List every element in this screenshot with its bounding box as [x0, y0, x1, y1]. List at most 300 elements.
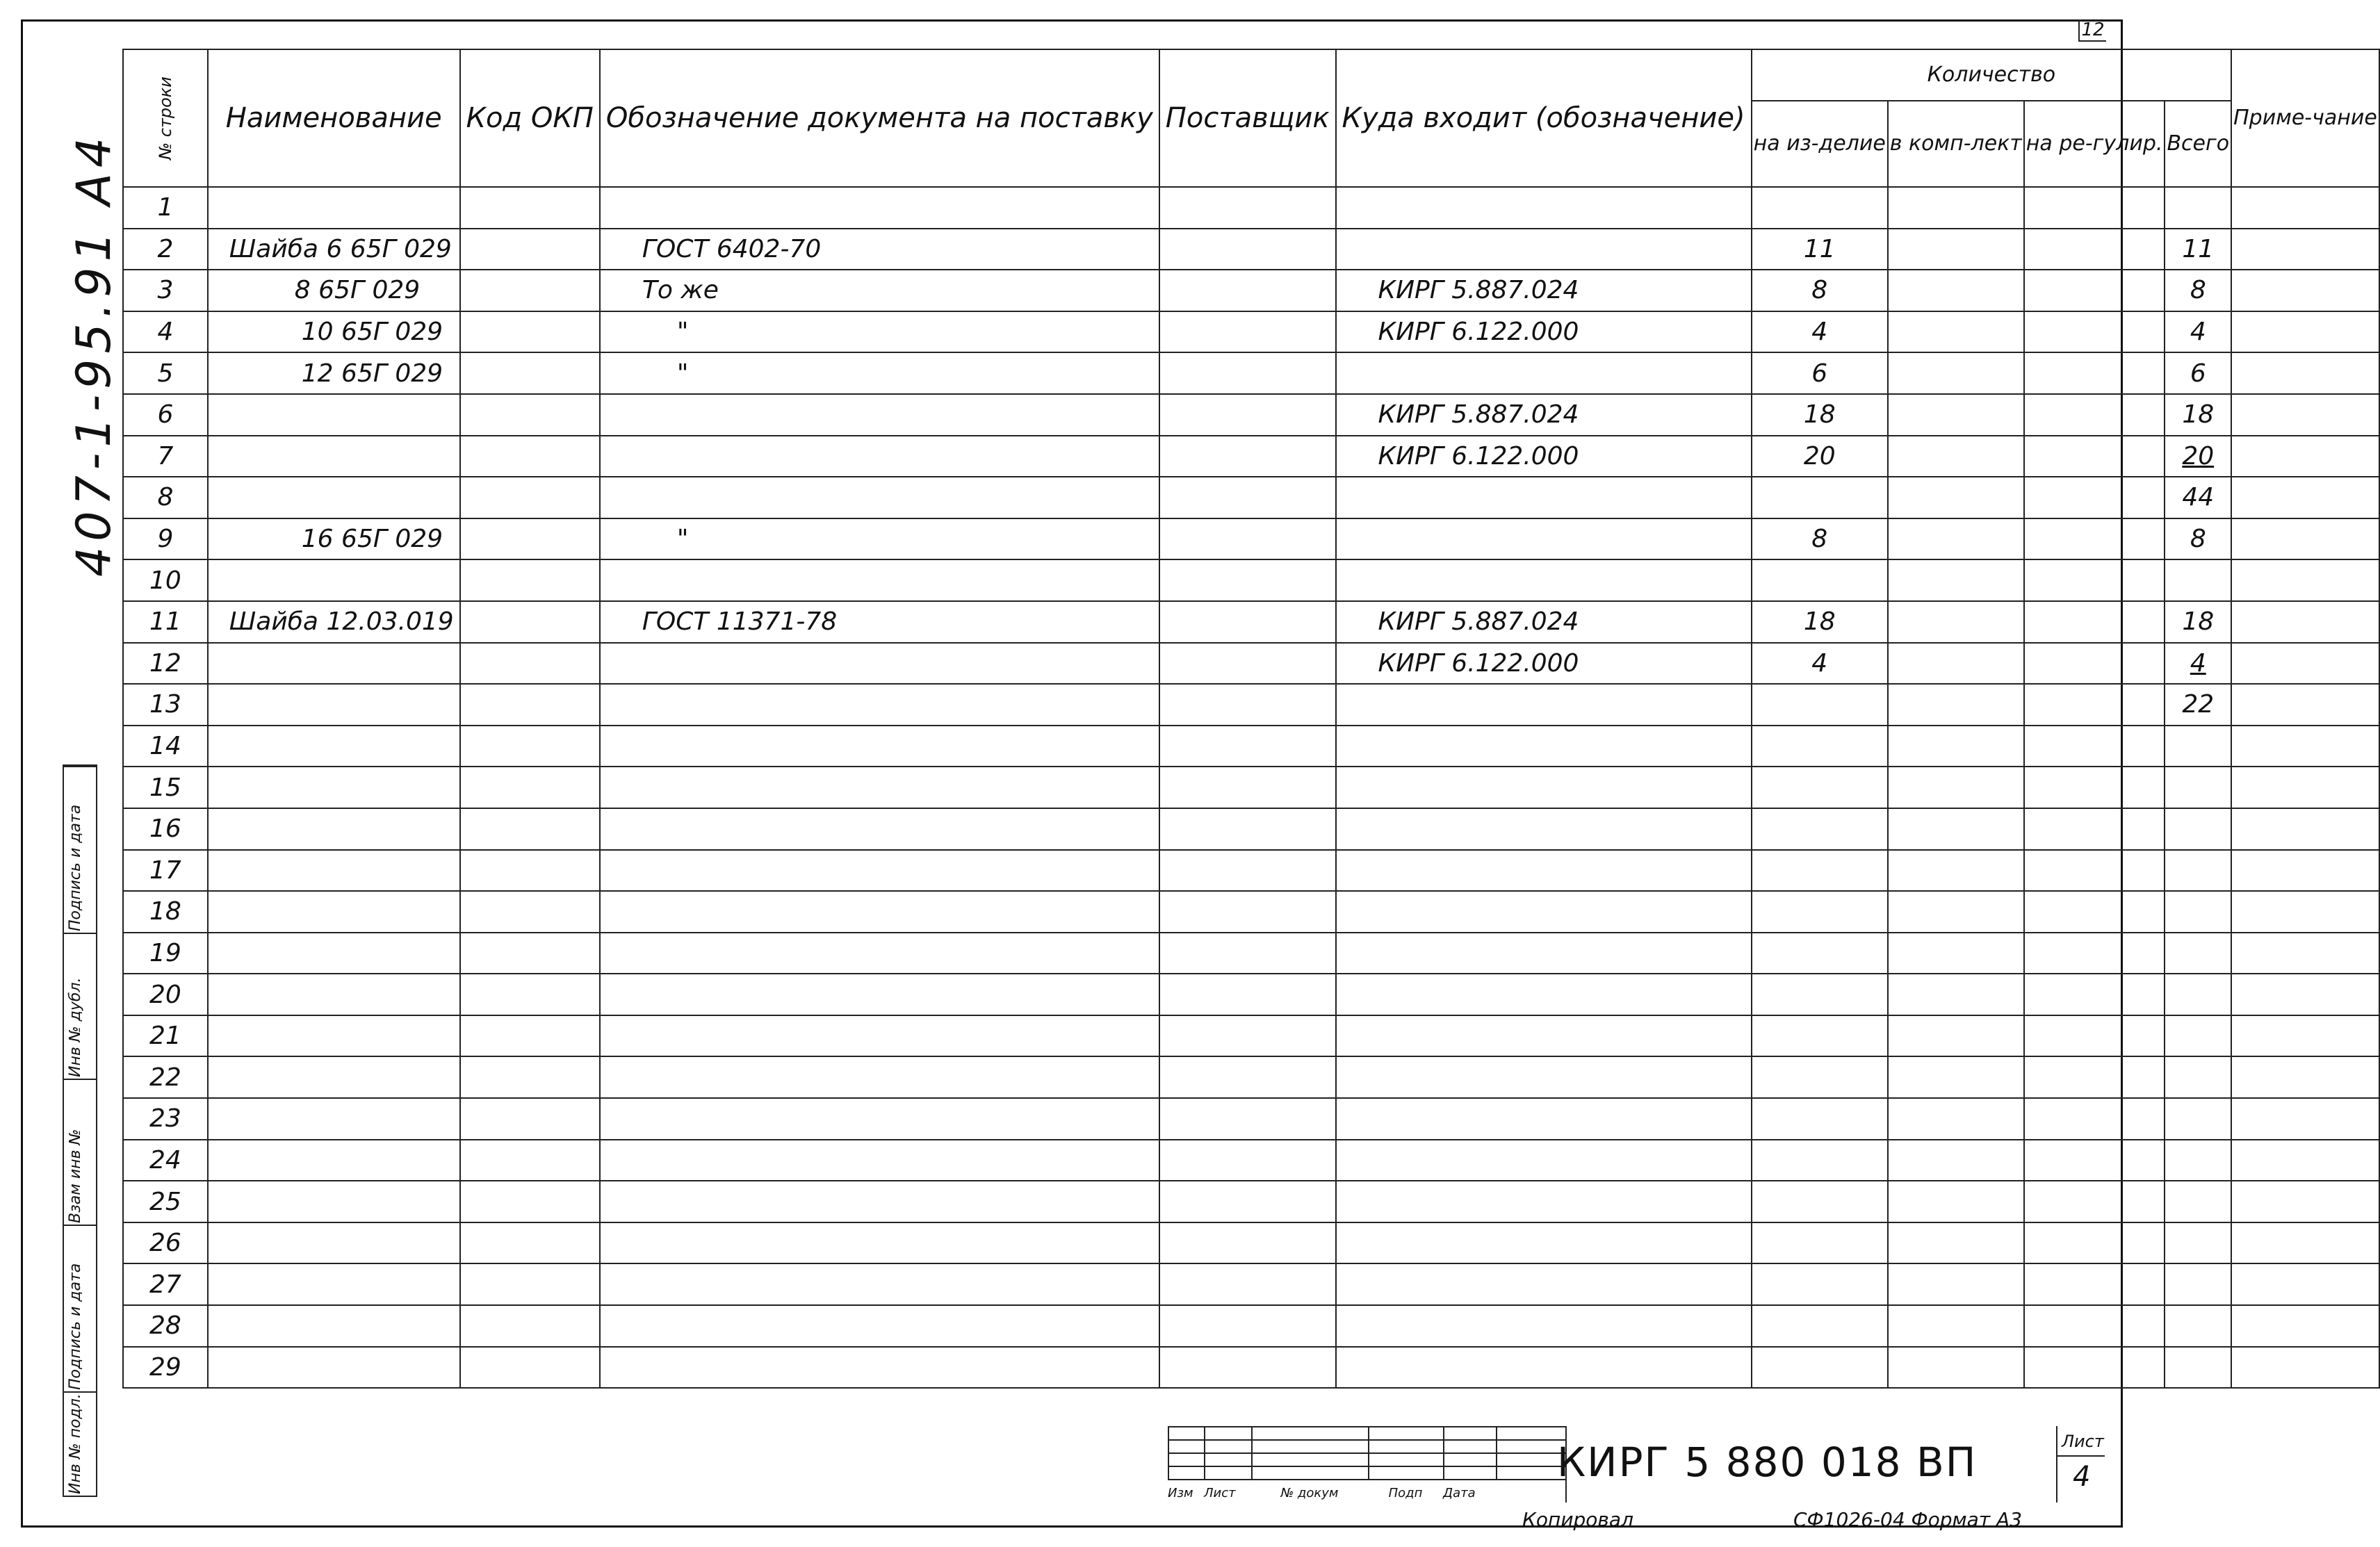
revision-grid [1168, 1426, 1567, 1480]
cell-doc [600, 1015, 1159, 1057]
table-row [123, 1263, 2379, 1305]
cell-doc [600, 850, 1159, 892]
cell-qty-total [2165, 1056, 2231, 1098]
cell-supplier [1159, 643, 1336, 685]
table-row [123, 1305, 2379, 1347]
cell-doc [600, 933, 1159, 974]
cell-name: 16 65Г 029 [208, 518, 460, 560]
cell-where [1336, 477, 1752, 518]
cell-qty-adjust [2024, 891, 2165, 933]
cell-doc: То же [600, 270, 1159, 311]
cell-where [1336, 1056, 1752, 1098]
cell-qty-total: 4 [2165, 311, 2231, 353]
cell-qty-adjust [2024, 1347, 2165, 1389]
cell-qty-total [2165, 1140, 2231, 1181]
cell-qty-set [1888, 767, 2024, 808]
cell-name: Шайба 6 65Г 029 [208, 229, 460, 270]
cell-supplier [1159, 1098, 1336, 1140]
cell-qty-set [1888, 850, 2024, 892]
cell-okp [460, 726, 600, 767]
cell-row-number: 26 [123, 1222, 208, 1264]
table-row [123, 1098, 2379, 1140]
cell-qty-product: 8 [1752, 270, 1888, 311]
copied-by: Копировал [1522, 1508, 1633, 1531]
cell-note [2231, 1222, 2379, 1264]
cell-supplier [1159, 394, 1336, 436]
cell-qty-adjust [2024, 726, 2165, 767]
cell-note [2231, 1305, 2379, 1347]
cell-qty-set [1888, 808, 2024, 850]
stamp-strip [63, 764, 97, 1497]
cell-supplier [1159, 436, 1336, 477]
cell-note [2231, 394, 2379, 436]
cell-qty-total [2165, 1015, 2231, 1057]
cell-okp [460, 394, 600, 436]
cell-qty-product: 4 [1752, 311, 1888, 353]
col-name: Наименование [208, 49, 460, 187]
cell-doc: " [600, 311, 1159, 353]
cell-name [208, 1181, 460, 1222]
label-date: Дата [1443, 1486, 1476, 1500]
cell-row-number: 9 [123, 518, 208, 560]
cell-doc [600, 1222, 1159, 1264]
cell-name [208, 1015, 460, 1057]
col-row-number: № строки [123, 49, 208, 187]
col-okp: Код ОКП [460, 49, 600, 187]
table-row [123, 270, 2379, 311]
table-row [123, 394, 2379, 436]
table-row [123, 1347, 2379, 1389]
cell-okp [460, 229, 600, 270]
cell-row-number: 23 [123, 1098, 208, 1140]
cell-qty-product [1752, 187, 1888, 229]
cell-qty-total [2165, 767, 2231, 808]
cell-qty-product [1752, 974, 1888, 1015]
cell-note [2231, 311, 2379, 353]
cell-note [2231, 974, 2379, 1015]
cell-qty-set [1888, 187, 2024, 229]
cell-doc: " [600, 518, 1159, 560]
table-row [123, 559, 2379, 601]
cell-qty-adjust [2024, 1056, 2165, 1098]
cell-note [2231, 352, 2379, 394]
cell-doc [600, 187, 1159, 229]
cell-where [1336, 684, 1752, 726]
strip-cell [64, 1225, 96, 1393]
cell-where [1336, 1305, 1752, 1347]
cell-qty-adjust [2024, 270, 2165, 311]
cell-qty-total [2165, 850, 2231, 892]
cell-row-number: 20 [123, 974, 208, 1015]
col-qty-total: Всего [2165, 101, 2231, 187]
cell-okp [460, 559, 600, 601]
col-doc: Обозначение документа на поставку [600, 49, 1159, 187]
cell-qty-set [1888, 1181, 2024, 1222]
col-where: Куда входит (обозначение) [1336, 49, 1752, 187]
table-row [123, 891, 2379, 933]
col-qty-product: на из-делие [1752, 101, 1888, 187]
cell-qty-adjust [2024, 933, 2165, 974]
cell-qty-set [1888, 726, 2024, 767]
cell-qty-set [1888, 229, 2024, 270]
cell-qty-total [2165, 891, 2231, 933]
cell-qty-adjust [2024, 850, 2165, 892]
cell-okp [460, 311, 600, 353]
cell-okp [460, 518, 600, 560]
label-list: Лист [1204, 1486, 1236, 1500]
cell-note [2231, 933, 2379, 974]
cell-qty-adjust [2024, 187, 2165, 229]
table-row [123, 352, 2379, 394]
cell-name [208, 808, 460, 850]
cell-okp [460, 187, 600, 229]
cell-qty-set [1888, 1305, 2024, 1347]
cell-supplier [1159, 270, 1336, 311]
cell-supplier [1159, 1181, 1336, 1222]
document-number: КИРГ 5 880 018 ВП [1557, 1439, 1978, 1486]
cell-qty-total [2165, 974, 2231, 1015]
cell-qty-adjust [2024, 477, 2165, 518]
table-row [123, 726, 2379, 767]
cell-name [208, 1056, 460, 1098]
specification-table [122, 49, 2380, 1389]
cell-okp [460, 891, 600, 933]
cell-doc [600, 477, 1159, 518]
cell-qty-set [1888, 518, 2024, 560]
cell-qty-total [2165, 1305, 2231, 1347]
strip-sign-date-1: Подпись и дата [67, 804, 84, 931]
cell-row-number: 11 [123, 601, 208, 643]
cell-qty-total [2165, 808, 2231, 850]
cell-okp [460, 1305, 600, 1347]
cell-note [2231, 767, 2379, 808]
corner-page-number: 12 [2078, 19, 2106, 42]
cell-row-number: 21 [123, 1015, 208, 1057]
cell-supplier [1159, 684, 1336, 726]
strip-inv-dup: Инв № дубл. [67, 977, 84, 1077]
cell-name [208, 559, 460, 601]
cell-qty-product [1752, 1056, 1888, 1098]
cell-qty-set [1888, 270, 2024, 311]
label-sign: Подп [1388, 1486, 1423, 1500]
col-qty-adjust: на ре-гулир. [2024, 101, 2165, 187]
cell-okp [460, 643, 600, 685]
cell-qty-adjust [2024, 1222, 2165, 1264]
cell-where: КИРГ 6.122.000 [1336, 643, 1752, 685]
cell-note [2231, 187, 2379, 229]
cell-qty-product: 18 [1752, 601, 1888, 643]
cell-qty-product [1752, 1140, 1888, 1181]
cell-row-number: 25 [123, 1181, 208, 1222]
cell-qty-adjust [2024, 601, 2165, 643]
cell-okp [460, 477, 600, 518]
cell-name [208, 684, 460, 726]
cell-qty-total: 44 [2165, 477, 2231, 518]
cell-row-number: 27 [123, 1263, 208, 1305]
strip-cell [64, 933, 96, 1080]
cell-qty-set [1888, 933, 2024, 974]
cell-qty-total [2165, 1181, 2231, 1222]
cell-qty-set [1888, 1140, 2024, 1181]
cell-doc: ГОСТ 6402-70 [600, 229, 1159, 270]
cell-supplier [1159, 601, 1336, 643]
strip-replace-inv: Взам инв № [67, 1129, 84, 1223]
cell-doc [600, 559, 1159, 601]
cell-qty-total [2165, 933, 2231, 974]
cell-qty-total [2165, 1263, 2231, 1305]
cell-row-number: 14 [123, 726, 208, 767]
cell-supplier [1159, 311, 1336, 353]
cell-qty-product [1752, 891, 1888, 933]
cell-doc [600, 891, 1159, 933]
cell-qty-total: 8 [2165, 518, 2231, 560]
cell-okp [460, 1015, 600, 1057]
cell-supplier [1159, 726, 1336, 767]
table-row [123, 1222, 2379, 1264]
cell-doc [600, 1263, 1159, 1305]
cell-where [1336, 559, 1752, 601]
cell-where: КИРГ 6.122.000 [1336, 311, 1752, 353]
cell-row-number: 16 [123, 808, 208, 850]
cell-where [1336, 974, 1752, 1015]
cell-note [2231, 518, 2379, 560]
cell-okp [460, 1263, 600, 1305]
cell-qty-set [1888, 1098, 2024, 1140]
cell-name [208, 1305, 460, 1347]
cell-where [1336, 1015, 1752, 1057]
cell-supplier [1159, 518, 1336, 560]
cell-note [2231, 229, 2379, 270]
sheet-box [2056, 1426, 2105, 1503]
cell-name [208, 436, 460, 477]
col-quantity: Количество [1752, 49, 2231, 101]
cell-where [1336, 726, 1752, 767]
cell-supplier [1159, 1347, 1336, 1389]
cell-qty-total: 18 [2165, 394, 2231, 436]
cell-qty-product [1752, 559, 1888, 601]
cell-supplier [1159, 1015, 1336, 1057]
cell-where: КИРГ 5.887.024 [1336, 601, 1752, 643]
label-doc: № докум [1280, 1486, 1339, 1500]
cell-where [1336, 808, 1752, 850]
cell-okp [460, 1181, 600, 1222]
cell-qty-product: 11 [1752, 229, 1888, 270]
cell-row-number: 2 [123, 229, 208, 270]
cell-where: КИРГ 5.887.024 [1336, 394, 1752, 436]
cell-qty-product [1752, 1181, 1888, 1222]
cell-row-number: 1 [123, 187, 208, 229]
cell-supplier [1159, 850, 1336, 892]
cell-supplier [1159, 1263, 1336, 1305]
cell-qty-set [1888, 352, 2024, 394]
cell-supplier [1159, 1056, 1336, 1098]
cell-supplier [1159, 477, 1336, 518]
cell-name [208, 1263, 460, 1305]
cell-name [208, 394, 460, 436]
cell-note [2231, 1015, 2379, 1057]
cell-qty-total [2165, 559, 2231, 601]
revision-labels [1168, 1486, 1496, 1500]
cell-doc [600, 808, 1159, 850]
cell-note [2231, 601, 2379, 643]
cell-supplier [1159, 1140, 1336, 1181]
cell-qty-product [1752, 808, 1888, 850]
col-note: Приме-чание [2231, 49, 2379, 187]
table-row [123, 436, 2379, 477]
cell-qty-total: 18 [2165, 601, 2231, 643]
cell-where: КИРГ 5.887.024 [1336, 270, 1752, 311]
cell-okp [460, 601, 600, 643]
cell-qty-set [1888, 477, 2024, 518]
cell-qty-total [2165, 1222, 2231, 1264]
table-row [123, 684, 2379, 726]
cell-doc [600, 1056, 1159, 1098]
cell-note [2231, 270, 2379, 311]
cell-name [208, 767, 460, 808]
cell-note [2231, 1140, 2379, 1181]
cell-qty-adjust [2024, 1098, 2165, 1140]
cell-row-number: 22 [123, 1056, 208, 1098]
cell-qty-set [1888, 1263, 2024, 1305]
form-format: СФ1026-04 Формат А3 [1793, 1508, 2023, 1531]
cell-row-number: 24 [123, 1140, 208, 1181]
cell-where [1336, 1222, 1752, 1264]
cell-doc [600, 643, 1159, 685]
cell-qty-set [1888, 394, 2024, 436]
cell-qty-adjust [2024, 1015, 2165, 1057]
cell-okp [460, 1140, 600, 1181]
cell-supplier [1159, 187, 1336, 229]
table-row [123, 643, 2379, 685]
cell-qty-total: 4 [2165, 643, 2231, 685]
cell-qty-product [1752, 850, 1888, 892]
cell-row-number: 13 [123, 684, 208, 726]
cell-qty-set [1888, 559, 2024, 601]
strip-inv-orig: Инв № подл. [67, 1393, 84, 1494]
cell-doc [600, 1347, 1159, 1389]
cell-row-number: 4 [123, 311, 208, 353]
cell-name: Шайба 12.03.019 [208, 601, 460, 643]
cell-note [2231, 726, 2379, 767]
cell-name [208, 1222, 460, 1264]
cell-where [1336, 1181, 1752, 1222]
cell-where [1336, 850, 1752, 892]
cell-qty-set [1888, 891, 2024, 933]
table-row [123, 933, 2379, 974]
cell-qty-set [1888, 1015, 2024, 1057]
cell-supplier [1159, 767, 1336, 808]
cell-qty-adjust [2024, 1305, 2165, 1347]
label-izm: Изм [1168, 1486, 1193, 1500]
cell-qty-set [1888, 974, 2024, 1015]
cell-qty-product: 8 [1752, 518, 1888, 560]
cell-okp [460, 767, 600, 808]
cell-name [208, 974, 460, 1015]
table-row [123, 311, 2379, 353]
cell-qty-adjust [2024, 352, 2165, 394]
strip-cell [64, 1391, 96, 1497]
cell-qty-product: 4 [1752, 643, 1888, 685]
cell-name [208, 643, 460, 685]
cell-name [208, 850, 460, 892]
cell-qty-total [2165, 187, 2231, 229]
cell-qty-adjust [2024, 684, 2165, 726]
table-row [123, 1181, 2379, 1222]
cell-qty-product [1752, 1305, 1888, 1347]
cell-where: КИРГ 6.122.000 [1336, 436, 1752, 477]
cell-qty-total: 8 [2165, 270, 2231, 311]
cell-doc [600, 394, 1159, 436]
cell-where [1336, 352, 1752, 394]
cell-row-number: 19 [123, 933, 208, 974]
cell-okp [460, 436, 600, 477]
table-row [123, 477, 2379, 518]
cell-note [2231, 891, 2379, 933]
cell-qty-total: 20 [2165, 436, 2231, 477]
cell-okp [460, 933, 600, 974]
col-qty-set: в комп-лект [1888, 101, 2024, 187]
cell-doc [600, 974, 1159, 1015]
cell-qty-adjust [2024, 311, 2165, 353]
strip-sign-date-2: Подпись и дата [67, 1263, 84, 1390]
cell-qty-product: 20 [1752, 436, 1888, 477]
cell-note [2231, 808, 2379, 850]
cell-qty-adjust [2024, 1140, 2165, 1181]
cell-doc: ГОСТ 11371-78 [600, 601, 1159, 643]
cell-where [1336, 229, 1752, 270]
cell-qty-adjust [2024, 767, 2165, 808]
cell-okp [460, 808, 600, 850]
cell-note [2231, 1181, 2379, 1222]
cell-doc [600, 1181, 1159, 1222]
cell-note [2231, 436, 2379, 477]
cell-qty-set [1888, 1056, 2024, 1098]
cell-name: 8 65Г 029 [208, 270, 460, 311]
cell-qty-total [2165, 1098, 2231, 1140]
cell-row-number: 28 [123, 1305, 208, 1347]
cell-name [208, 891, 460, 933]
cell-note [2231, 1263, 2379, 1305]
cell-row-number: 12 [123, 643, 208, 685]
cell-row-number: 10 [123, 559, 208, 601]
cell-where [1336, 1347, 1752, 1389]
cell-okp [460, 352, 600, 394]
cell-where [1336, 933, 1752, 974]
table-row [123, 974, 2379, 1015]
cell-supplier [1159, 352, 1336, 394]
cell-row-number: 6 [123, 394, 208, 436]
cell-where [1336, 1098, 1752, 1140]
cell-row-number: 3 [123, 270, 208, 311]
cell-where [1336, 767, 1752, 808]
cell-qty-set [1888, 643, 2024, 685]
cell-name [208, 726, 460, 767]
cell-qty-product [1752, 767, 1888, 808]
cell-okp [460, 270, 600, 311]
cell-doc [600, 436, 1159, 477]
cell-note [2231, 643, 2379, 685]
cell-qty-product [1752, 1222, 1888, 1264]
col-supplier: Поставщик [1159, 49, 1336, 187]
cell-note [2231, 477, 2379, 518]
cell-qty-product [1752, 1098, 1888, 1140]
cell-qty-product [1752, 684, 1888, 726]
cell-where [1336, 187, 1752, 229]
cell-supplier [1159, 1222, 1336, 1264]
cell-name: 10 65Г 029 [208, 311, 460, 353]
strip-cell [64, 1079, 96, 1226]
cell-qty-product [1752, 726, 1888, 767]
